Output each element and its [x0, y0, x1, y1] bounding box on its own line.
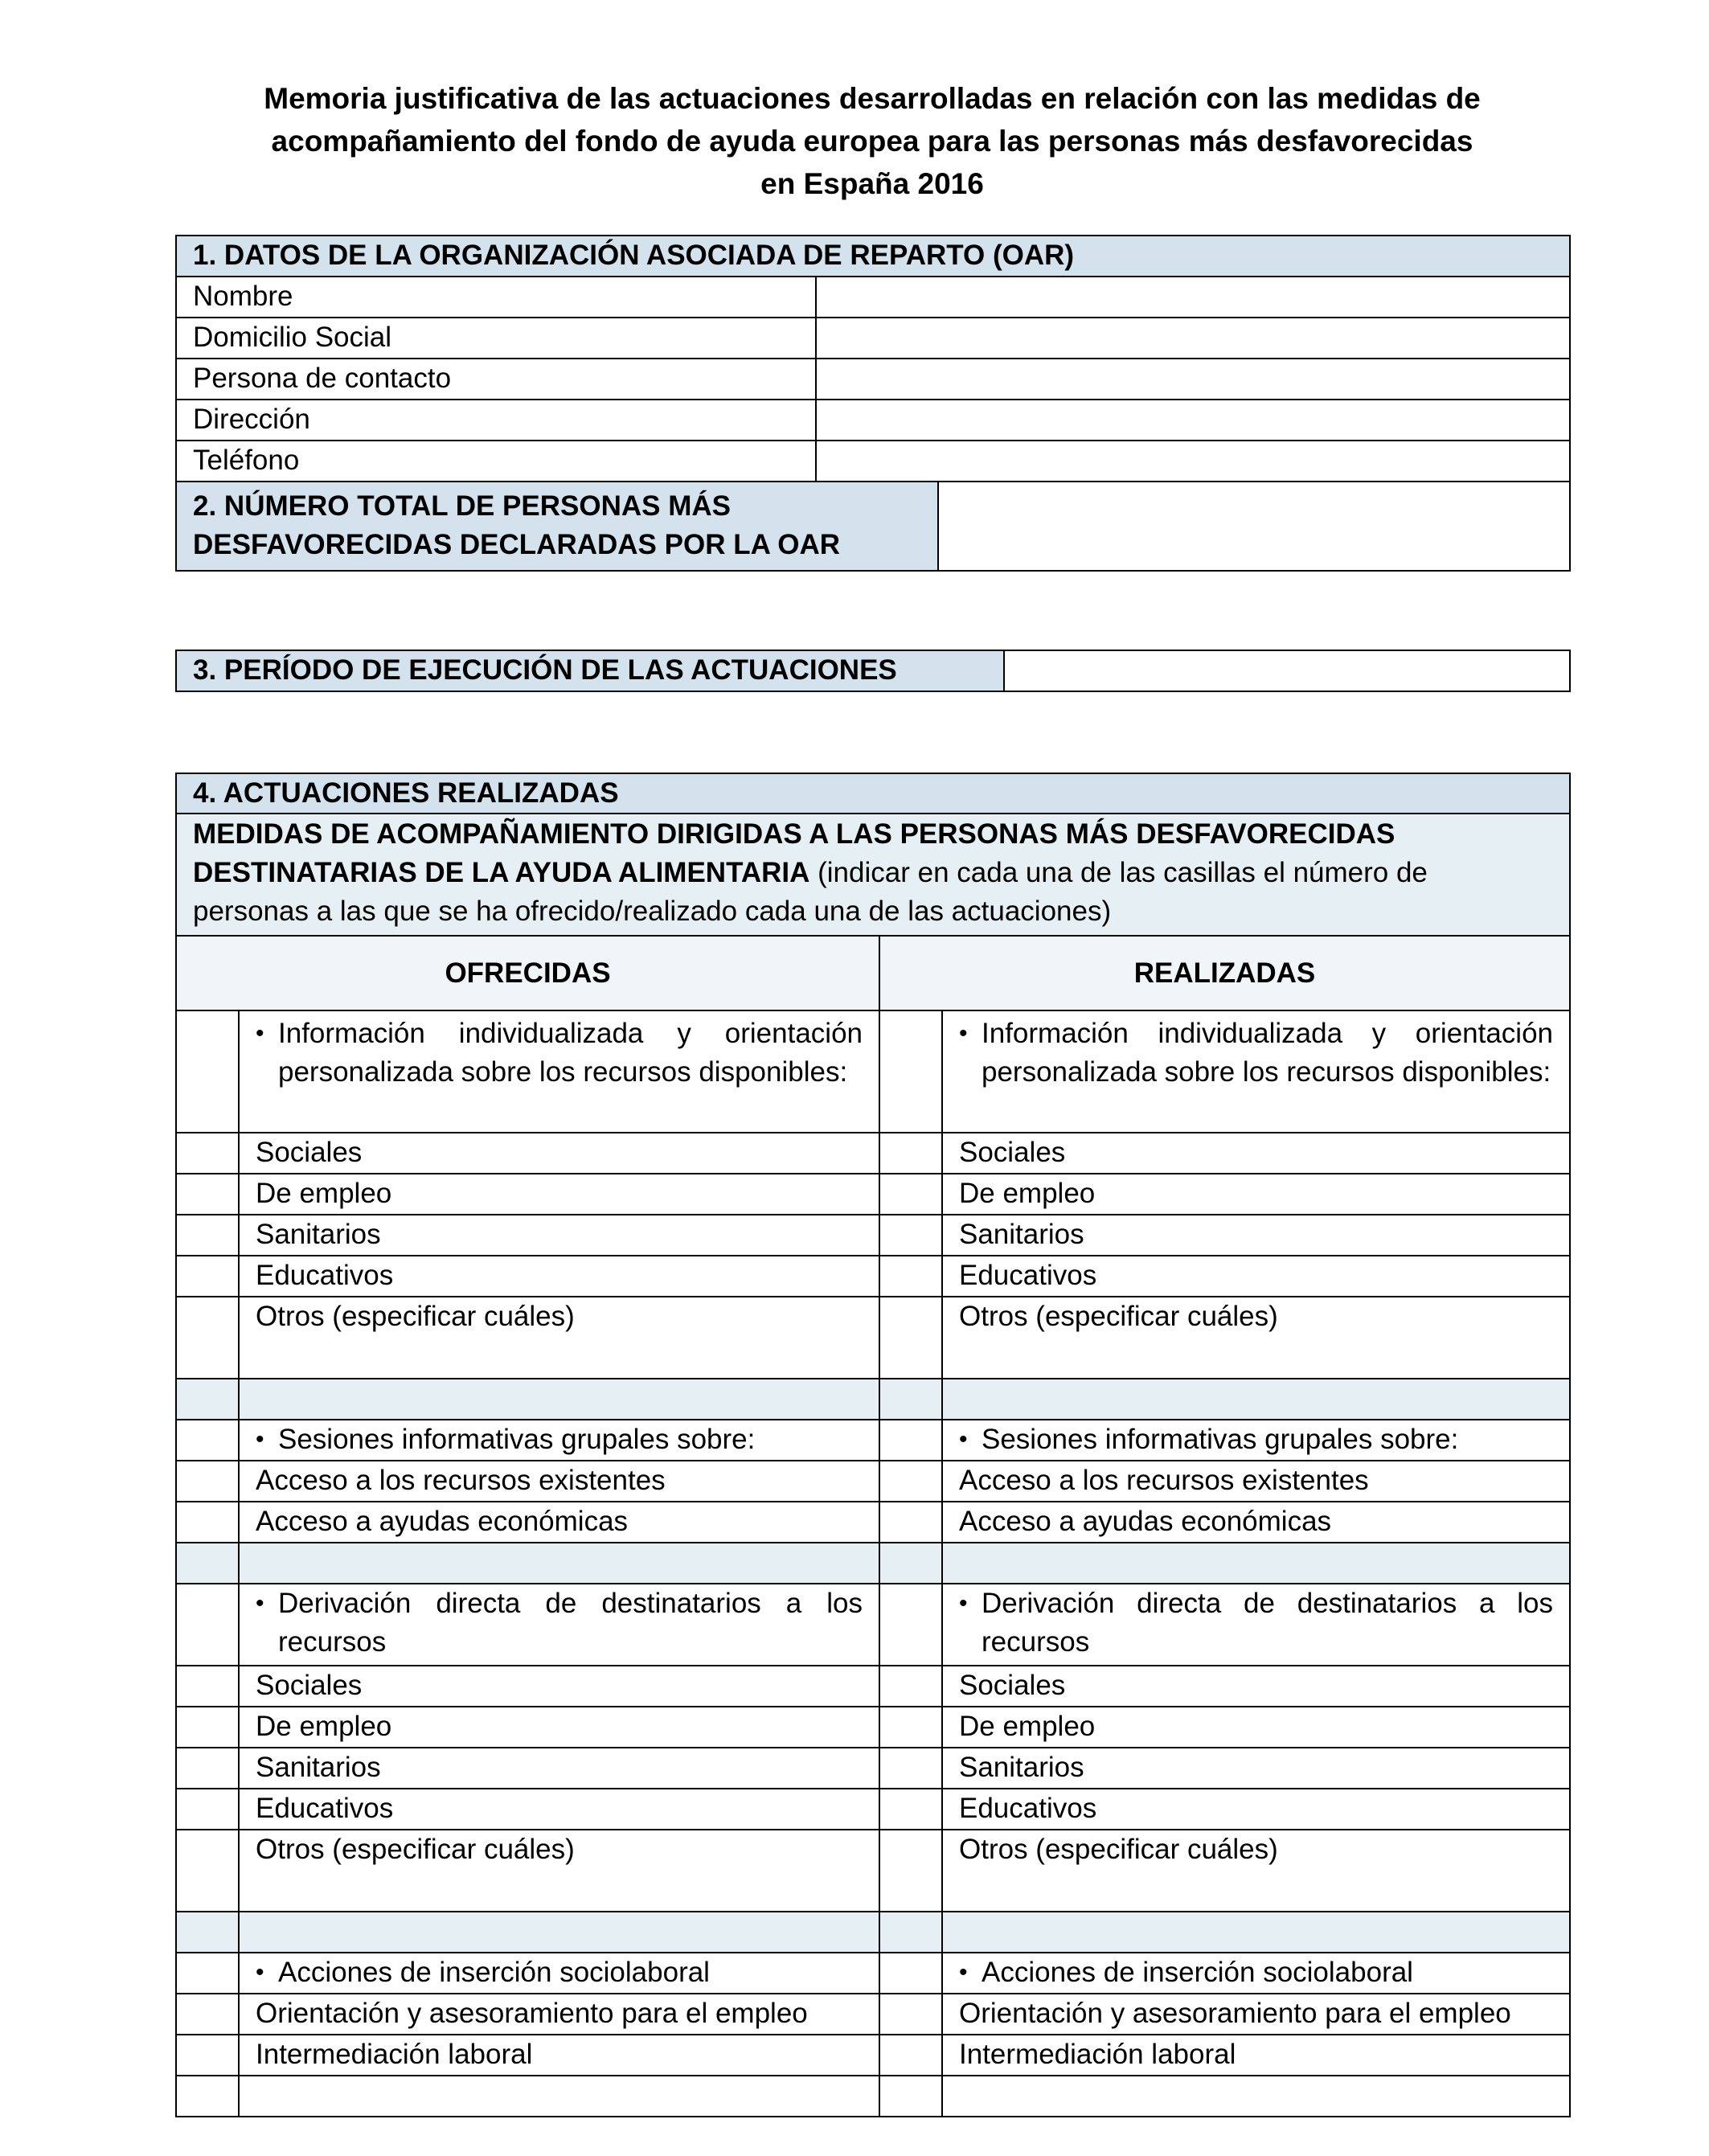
field-label-telefono: Teléfono	[176, 441, 816, 482]
count-cell-done[interactable]	[879, 1584, 942, 1666]
bullet-icon: •	[256, 1959, 264, 1986]
separator-row	[176, 1379, 1570, 1420]
item-offered: Orientación y asesoramiento para el empleo	[239, 1994, 879, 2035]
item-done: Otros (especificar cuáles)	[942, 1297, 1570, 1379]
item-offered: De empleo	[239, 1174, 879, 1215]
count-cell-offered[interactable]	[176, 2035, 239, 2076]
item-offered: De empleo	[239, 1707, 879, 1748]
count-cell-done[interactable]	[879, 1461, 942, 1502]
section-4-subheading	[176, 814, 1570, 936]
count-cell-offered[interactable]	[176, 1297, 239, 1379]
bullet-icon: •	[959, 1959, 968, 1986]
field-value-domicilio[interactable]	[816, 318, 1570, 359]
col-header-offered: OFRECIDAS	[176, 936, 879, 1010]
table-row	[176, 1461, 1570, 1502]
period-table	[175, 650, 1571, 692]
count-cell-offered[interactable]	[176, 1748, 239, 1789]
item-done: Sanitarios	[942, 1215, 1570, 1256]
item-offered-blank[interactable]	[239, 2076, 879, 2117]
count-cell-done[interactable]	[879, 1666, 942, 1707]
table-row	[176, 1133, 1570, 1174]
item-offered: Sanitarios	[239, 1748, 879, 1789]
count-cell-offered[interactable]	[176, 1584, 239, 1666]
count-cell-done[interactable]	[879, 1707, 942, 1748]
count-cell-offered[interactable]	[176, 1666, 239, 1707]
subheading-line-2	[193, 854, 1553, 892]
count-cell-offered[interactable]	[176, 1789, 239, 1830]
count-cell-done[interactable]	[879, 1215, 942, 1256]
period-value[interactable]	[1004, 650, 1570, 691]
table-row	[176, 2076, 1570, 2117]
group-title-done-info: • Información individualizada y orientación personalizada sobre los recursos disponibles:	[942, 1010, 1570, 1133]
item-offered: Intermediación laboral	[239, 2035, 879, 2076]
item-done: Intermediación laboral	[942, 2035, 1570, 2076]
field-label-domicilio: Domicilio Social	[176, 318, 816, 359]
item-done: Sociales	[942, 1133, 1570, 1174]
title-line-1: Memoria justificativa de las actuaciones desarrolladas en relación con las medidas de	[264, 82, 1481, 115]
group-title-done-sessions: • Sesiones informativas grupales sobre:	[942, 1420, 1570, 1461]
count-cell-done[interactable]	[879, 2035, 942, 2076]
item-offered: Acceso a los recursos existentes	[239, 1461, 879, 1502]
count-cell-done[interactable]	[879, 1748, 942, 1789]
count-cell-done[interactable]	[879, 1133, 942, 1174]
subheading-line-2-rest: (indicar en cada una de las casillas el número de	[809, 857, 1428, 888]
field-label-nombre: Nombre	[176, 277, 816, 318]
group-title-done-insertion: • Acciones de inserción sociolaboral	[942, 1953, 1570, 1994]
table-row	[176, 1666, 1570, 1707]
field-value-direccion[interactable]	[816, 400, 1570, 441]
count-cell-done[interactable]	[879, 1174, 942, 1215]
bullet-icon: •	[256, 1426, 264, 1453]
count-cell-done[interactable]	[879, 1420, 942, 1461]
item-done: Educativos	[942, 1256, 1570, 1297]
item-done: Acceso a los recursos existentes	[942, 1461, 1570, 1502]
count-cell-offered[interactable]	[176, 1174, 239, 1215]
count-cell-offered[interactable]	[176, 1953, 239, 1994]
section-2-heading-line-2: DESFAVORECIDAS DECLARADAS POR LA OAR	[193, 529, 841, 560]
col-header-done: REALIZADAS	[879, 936, 1570, 1010]
item-done: Educativos	[942, 1789, 1570, 1830]
count-cell-done[interactable]	[879, 1256, 942, 1297]
title-line-2: acompañamiento del fondo de ayuda europea para las personas más desfavorecidas	[271, 125, 1473, 158]
item-offered: Otros (especificar cuáles)	[239, 1297, 879, 1379]
table-row	[176, 1215, 1570, 1256]
table-row	[176, 1707, 1570, 1748]
table-row	[176, 1748, 1570, 1789]
item-offered: Sanitarios	[239, 1215, 879, 1256]
title-line-3: en España 2016	[760, 167, 984, 200]
count-cell-done[interactable]	[879, 1010, 942, 1133]
item-offered: Educativos	[239, 1256, 879, 1297]
group-title-offered-referral: • Derivación directa de destinatarios a los recursos	[239, 1584, 879, 1666]
count-cell-done[interactable]	[879, 1789, 942, 1830]
section-1-heading: 1. DATOS DE LA ORGANIZACIÓN ASOCIADA DE REPARTO (OAR)	[176, 236, 1570, 277]
field-value-contacto[interactable]	[816, 359, 1570, 400]
count-cell-done[interactable]	[879, 1502, 942, 1543]
item-done: Sanitarios	[942, 1748, 1570, 1789]
separator-row	[176, 1543, 1570, 1584]
group-title-offered-sessions: • Sesiones informativas grupales sobre:	[239, 1420, 879, 1461]
item-offered: Acceso a ayudas económicas	[239, 1502, 879, 1543]
table-row	[176, 1297, 1570, 1379]
table-row	[176, 2035, 1570, 2076]
item-done: Sociales	[942, 1666, 1570, 1707]
table-row	[176, 1789, 1570, 1830]
count-cell-offered[interactable]	[176, 1215, 239, 1256]
count-cell-offered[interactable]	[176, 1420, 239, 1461]
count-cell-offered[interactable]	[176, 1994, 239, 2035]
count-cell-offered[interactable]	[176, 2076, 239, 2117]
total-persons-value[interactable]	[938, 482, 1570, 571]
bullet-icon: •	[959, 1590, 968, 1617]
count-cell-offered[interactable]	[176, 1461, 239, 1502]
bullet-icon: •	[959, 1020, 968, 1047]
item-done: De empleo	[942, 1707, 1570, 1748]
bullet-icon: •	[959, 1426, 968, 1453]
section-4-heading: 4. ACTUACIONES REALIZADAS	[176, 773, 1570, 814]
section-2-heading	[176, 482, 938, 571]
actions-table	[175, 773, 1571, 2117]
item-done-blank[interactable]	[942, 2076, 1570, 2117]
count-cell-done[interactable]	[879, 1297, 942, 1379]
item-offered: Educativos	[239, 1789, 879, 1830]
bullet-icon: •	[256, 1590, 264, 1617]
field-label-direccion: Dirección	[176, 400, 816, 441]
item-offered: Otros (especificar cuáles)	[239, 1830, 879, 1912]
count-cell-offered[interactable]	[176, 1133, 239, 1174]
section-3-heading: 3. PERÍODO DE EJECUCIÓN DE LAS ACTUACIONES	[176, 650, 1004, 691]
item-offered: Sociales	[239, 1666, 879, 1707]
field-value-nombre[interactable]	[816, 277, 1570, 318]
subheading-line-3: personas a las que se ha ofrecido/realizado cada una de las actuaciones)	[193, 896, 1112, 927]
field-label-contacto: Persona de contacto	[176, 359, 816, 400]
item-done: Acceso a ayudas económicas	[942, 1502, 1570, 1543]
item-done: De empleo	[942, 1174, 1570, 1215]
group-title-offered-info: • Información individualizada y orientación personalizada sobre los recursos disponibles:	[239, 1010, 879, 1133]
group-title-offered-insertion: • Acciones de inserción sociolaboral	[239, 1953, 879, 1994]
count-cell-done[interactable]	[879, 1953, 942, 1994]
group-title-done-referral: • Derivación directa de destinatarios a los recursos	[942, 1584, 1570, 1666]
count-cell-offered[interactable]	[176, 1010, 239, 1133]
count-cell-offered[interactable]	[176, 1256, 239, 1297]
bullet-icon: •	[256, 1020, 264, 1047]
subheading-line-1: MEDIDAS DE ACOMPAÑAMIENTO DIRIGIDAS A LAS PERSONAS MÁS DESFAVORECIDAS	[193, 818, 1395, 850]
count-cell-done[interactable]	[879, 1994, 942, 2035]
table-row	[176, 1502, 1570, 1543]
count-cell-done[interactable]	[879, 2076, 942, 2117]
field-value-telefono[interactable]	[816, 441, 1570, 482]
section-2-heading-line-1: 2. NÚMERO TOTAL DE PERSONAS MÁS	[193, 490, 731, 522]
table-row	[176, 1256, 1570, 1297]
table-row	[176, 1994, 1570, 2035]
count-cell-done[interactable]	[879, 1830, 942, 1912]
subheading-line-2-bold: DESTINATARIAS DE LA AYUDA ALIMENTARIA	[193, 857, 810, 888]
separator-row	[176, 1912, 1570, 1953]
oar-data-table	[175, 235, 1571, 572]
count-cell-offered[interactable]	[176, 1707, 239, 1748]
document-title	[175, 77, 1569, 205]
table-row	[176, 1174, 1570, 1215]
item-done: Otros (especificar cuáles)	[942, 1830, 1570, 1912]
item-offered: Sociales	[239, 1133, 879, 1174]
count-cell-offered[interactable]	[176, 1502, 239, 1543]
table-row	[176, 1830, 1570, 1912]
item-done: Orientación y asesoramiento para el empleo	[942, 1994, 1570, 2035]
count-cell-offered[interactable]	[176, 1830, 239, 1912]
